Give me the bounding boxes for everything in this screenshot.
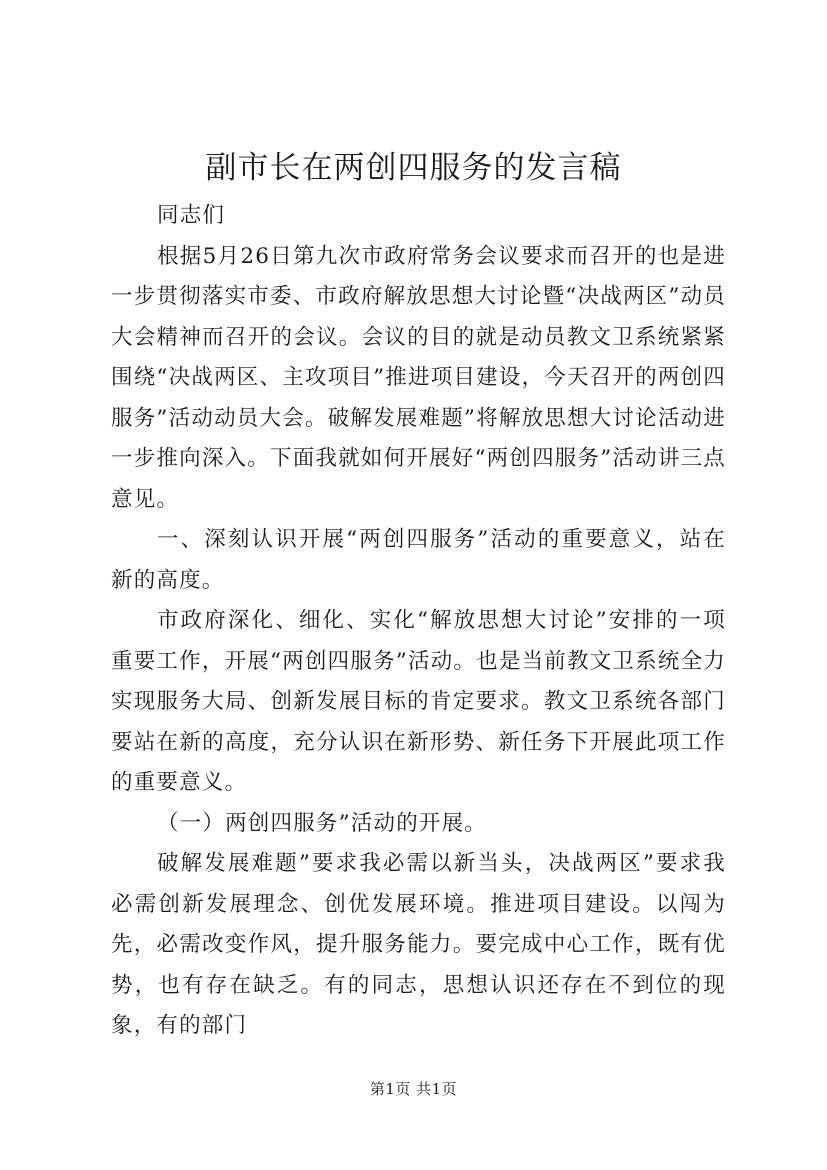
document-body [111,196,726,1047]
intro-paragraph: 根据5月26日第九次市政府常务会议要求而召开的也是进一步贯彻落实市委、市政府解放思想大讨论暨“决战两区”动员大会精神而召开的会议。会议的目的就是动员教文卫系统紧紧围绕“决战两区、主攻项目”推进项目建设，今天召开的两创四服务”活动动员大会。破解发展难题”将解放思想大讨论活动进一步推向深入。下面我就如何开展好“两创四服务”活动讲三点意见。 [111,243,726,512]
subsection-1-paragraph: 破解发展难题”要求我必需以新当头，决战两区”要求我必需创新发展理念、创优发展环境。推进项目建设。以闯为先，必需改变作风，提升服务能力。要完成中心工作，既有优势，也有存在缺乏。有的同志，思想认识还存在不到位的现象，有的部门 [111,851,726,1038]
document-title: 副市长在两创四服务的发言稿 [205,150,622,186]
section-heading-1: 一、深刻认识开展“两创四服务”活动的重要意义，站在新的高度。 [111,527,726,593]
subsection-heading-1: （一）两创四服务”活动的开展。 [157,810,487,836]
page-number-footer: 第1页 共1页 [369,1080,458,1098]
section-1-paragraph: 市政府深化、细化、实化“解放思想大讨论”安排的一项重要工作，开展“两创四服务”活动。也是当前教文卫系统全力实现服务大局、创新发展目标的肯定要求。教文卫系统各部门要站在新的高度，充分认识在新形势、新任务下开展此项工作的重要意义。 [111,608,726,795]
salutation-paragraph: 同志们 [157,203,226,228]
